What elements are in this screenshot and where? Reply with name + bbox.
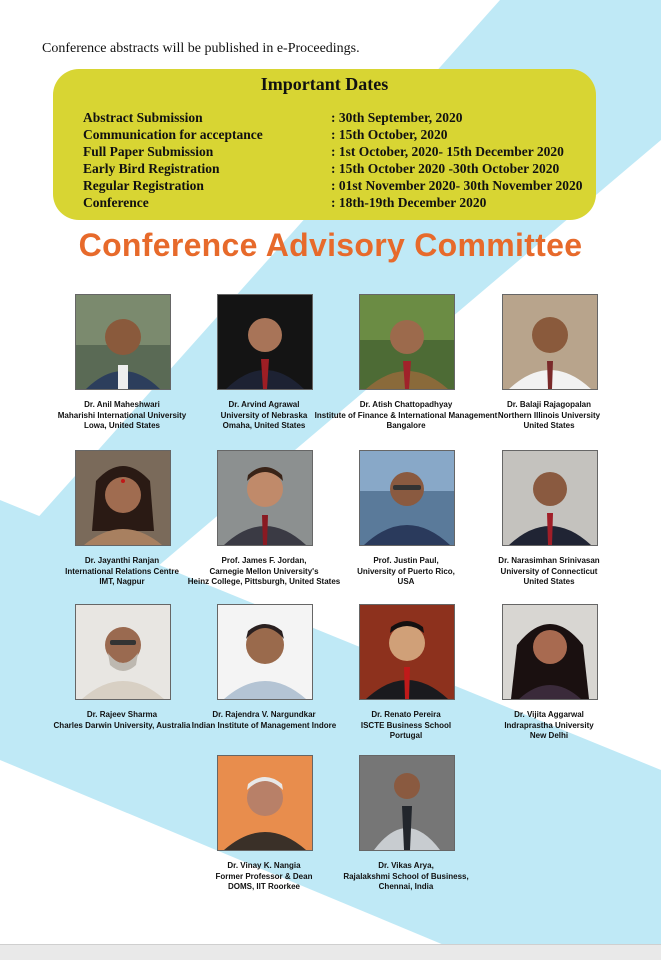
member-photo: [217, 755, 313, 851]
member-affiliation: University of Connecticut: [500, 566, 598, 576]
member-name: Dr. Jayanthi Ranjan: [84, 556, 160, 565]
member-caption: [454, 710, 644, 742]
member-affiliation: ISCTE Business School: [360, 720, 452, 730]
member-location: United States: [523, 421, 575, 430]
member-affiliation: Carnegie Mellon University's: [209, 566, 319, 576]
date-label: Communication for acceptance: [83, 127, 263, 142]
member-photo: [217, 450, 313, 546]
member-affiliation: International Relations Centre: [65, 566, 179, 576]
member-affiliation: Charles Darwin University, Australia: [53, 720, 191, 730]
member-affiliation: Northern Illinois University: [497, 410, 601, 420]
member-location: Omaha, United States: [222, 421, 306, 430]
member-affiliation: University of Puerto Rico,: [357, 566, 455, 576]
member-location: New Delhi: [529, 731, 569, 740]
member-name: Dr. Vijita Aggarwal: [514, 710, 584, 719]
member-name: Dr. Vinay K. Nangia: [227, 861, 301, 870]
date-label: Abstract Submission: [83, 110, 203, 125]
date-value: : 15th October 2020 -30th October 2020: [331, 161, 560, 176]
member-photo: [359, 755, 455, 851]
member-name: Dr. Arvind Agrawal: [228, 400, 300, 409]
member-photo: [75, 604, 171, 700]
member-affiliation: Rajalakshmi School of Business,: [343, 871, 469, 881]
member-affiliation: Institute of Finance & International Management: [314, 410, 498, 420]
member-photo: [359, 450, 455, 546]
date-label: Full Paper Submission: [83, 144, 214, 159]
date-label: Conference: [83, 195, 149, 210]
member-location: USA: [397, 577, 415, 586]
member-location: Portugal: [389, 731, 423, 740]
member-photo: [502, 294, 598, 390]
date-value: : 30th September, 2020: [331, 110, 463, 125]
member-name: Prof. James F. Jordan,: [221, 556, 307, 565]
member-caption: [454, 556, 644, 588]
member-location: Chennai, India: [378, 882, 434, 891]
date-label: Regular Registration: [83, 178, 204, 193]
member-location: Heinz College, Pittsburgh, United States: [187, 577, 341, 586]
important-dates-box: [53, 69, 596, 220]
member-name: Dr. Renato Pereira: [371, 710, 441, 719]
member-photo: [217, 604, 313, 700]
member-affiliation: University of Nebraska: [220, 410, 308, 420]
member-photo: [75, 450, 171, 546]
member-name: Dr. Balaji Rajagopalan: [506, 400, 592, 409]
member-photo: [359, 604, 455, 700]
member-name: Dr. Atish Chattopadhyay: [359, 400, 453, 409]
member-name: Dr. Vikas Arya,: [378, 861, 434, 870]
date-value: : 18th-19th December 2020: [331, 195, 487, 210]
date-label: Early Bird Registration: [83, 161, 220, 176]
member-name: Dr. Rajeev Sharma: [86, 710, 158, 719]
member-photo: [359, 294, 455, 390]
member-name: Dr. Narasimhan Srinivasan: [498, 556, 600, 565]
member-location: Bangalore: [386, 421, 426, 430]
member-name: Dr. Anil Maheshwari: [84, 400, 160, 409]
member-name: Dr. Rajendra V. Nargundkar: [212, 710, 316, 719]
member-location: DOMS, IIT Roorkee: [227, 882, 300, 891]
member-name: Prof. Justin Paul,: [373, 556, 439, 565]
member-photo: [217, 294, 313, 390]
date-value: : 15th October, 2020: [331, 127, 448, 142]
important-dates-title: Important Dates: [260, 74, 389, 94]
member-photo: [75, 294, 171, 390]
date-value: : 01st November 2020- 30th November 2020: [331, 178, 583, 193]
member-caption: [311, 861, 501, 893]
member-location: Lowa, United States: [83, 421, 160, 430]
intro-text: Conference abstracts will be published in e-Proceedings.: [42, 41, 360, 56]
committee-title: Conference Advisory Committee: [78, 227, 583, 263]
member-photo: [502, 450, 598, 546]
member-affiliation: Indian Institute of Management Indore: [191, 720, 337, 730]
member-affiliation: Maharishi International University: [57, 410, 187, 420]
member-location: IMT, Nagpur: [99, 577, 145, 586]
bottom-scroll-edge: [0, 944, 661, 960]
member-affiliation: Indraprastha University: [504, 720, 594, 730]
member-location: United States: [523, 577, 575, 586]
member-photo: [502, 604, 598, 700]
member-affiliation: Former Professor & Dean: [215, 871, 313, 881]
member-caption: [454, 400, 644, 432]
date-value: : 1st October, 2020- 15th December 2020: [331, 144, 564, 159]
